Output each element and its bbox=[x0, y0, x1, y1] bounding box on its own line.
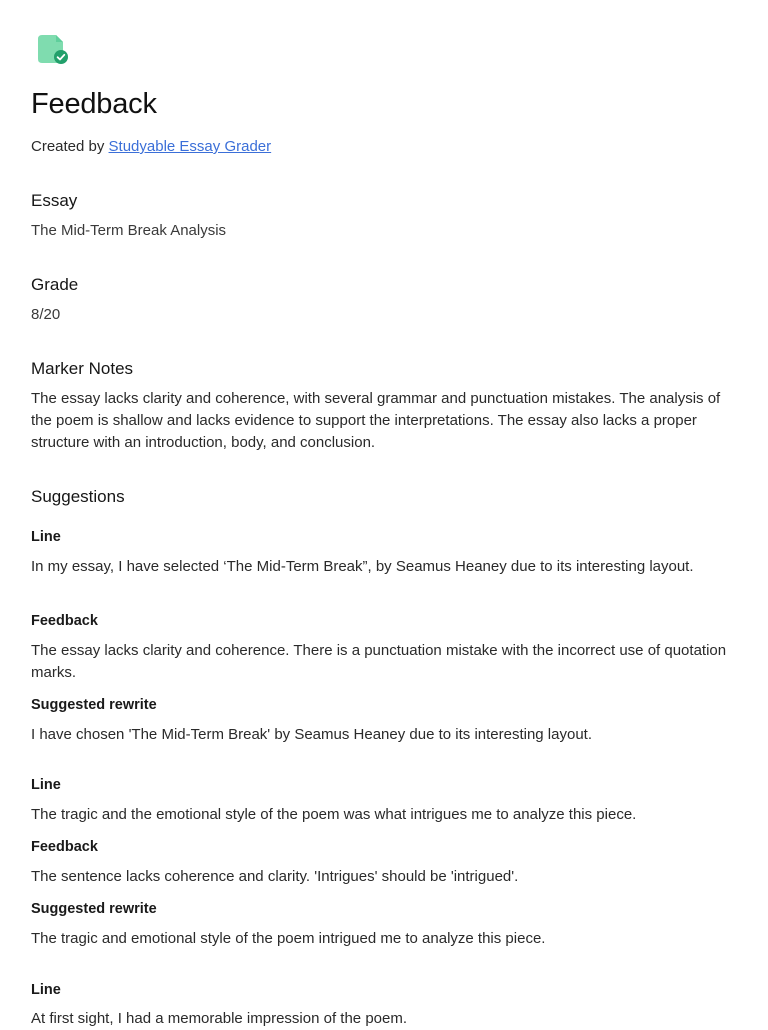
byline bbox=[31, 138, 271, 155]
suggestion-2-feedback: The sentence lacks coherence and clarity. 'Intrigues' should be 'intrigued'. bbox=[31, 868, 519, 885]
suggestion-2-line: The tragic and the emotional style of the poem was what intrigues me to analyze this piece. bbox=[31, 806, 637, 823]
suggestions-heading: Suggestions bbox=[31, 487, 125, 506]
suggestion-1-line-label: Line bbox=[31, 529, 61, 545]
grade-label: Grade bbox=[31, 275, 79, 294]
suggestion-2-rewrite: The tragic and emotional style of the poem intrigued me to analyze this piece. bbox=[31, 930, 546, 947]
page-title: Feedback bbox=[31, 88, 157, 120]
grade-value: 8/20 bbox=[31, 306, 61, 323]
suggestion-1-feedback-label: Feedback bbox=[31, 613, 98, 629]
suggestion-1-feedback: The essay lacks clarity and coherence. There is a punctuation mistake with the incorrect use of quotation marks. bbox=[31, 642, 727, 681]
suggestion-3-line: At first sight, I had a memorable impression of the poem. bbox=[31, 1010, 408, 1027]
suggestion-3-line-label: Line bbox=[31, 982, 61, 998]
byline-prefix: Created by bbox=[31, 138, 105, 155]
suggestion-2-rewrite-label: Suggested rewrite bbox=[31, 901, 157, 917]
marker-notes-text: The essay lacks clarity and coherence, with several grammar and punctuation mistakes. The analysis of the poem is shallow and lacks evidence to support the interpretations. The essay also lacks a proper structure with an introduction, body, and conclusion. bbox=[31, 390, 721, 451]
suggestion-1-rewrite: I have chosen 'The Mid-Term Break' by Seamus Heaney due to its interesting layout. bbox=[31, 726, 593, 743]
suggestion-1-line: In my essay, I have selected ‘The Mid-Term Break”, by Seamus Heaney due to its interesting layout. bbox=[31, 558, 694, 575]
suggestion-2-line-label: Line bbox=[31, 777, 61, 793]
document-check-icon bbox=[36, 33, 70, 67]
essay-value: The Mid-Term Break Analysis bbox=[31, 222, 227, 239]
suggestion-1-rewrite-label: Suggested rewrite bbox=[31, 697, 157, 713]
marker-notes-label: Marker Notes bbox=[31, 359, 134, 378]
essay-label: Essay bbox=[31, 191, 78, 210]
studyable-essay-grader-link[interactable]: Studyable Essay Grader bbox=[108, 138, 272, 155]
suggestion-2-feedback-label: Feedback bbox=[31, 839, 98, 855]
